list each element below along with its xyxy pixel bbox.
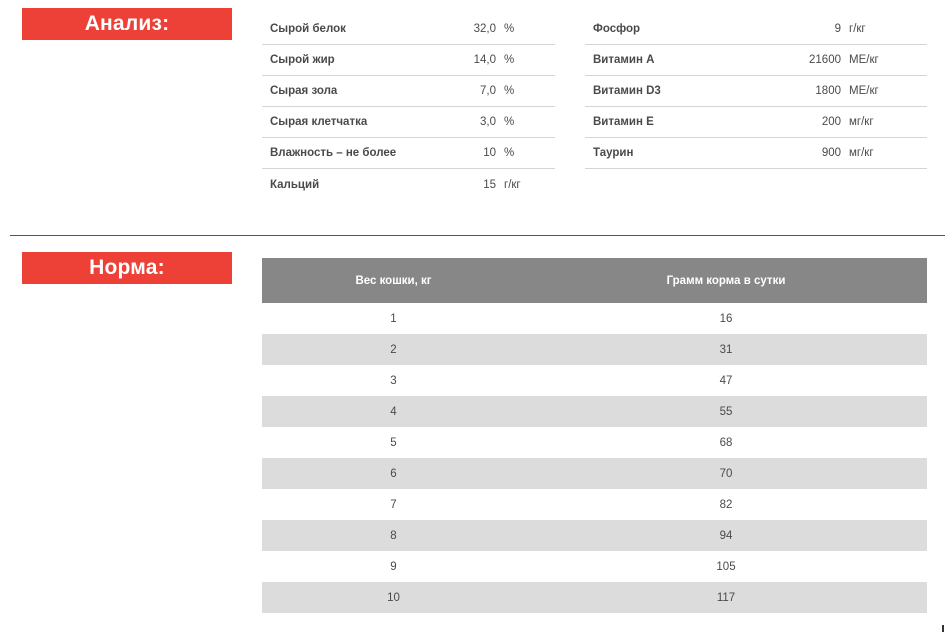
nutrient-name: Витамин А [593, 54, 655, 66]
nutrient-value: 15 [483, 178, 496, 191]
nutrient-unit: % [504, 23, 515, 35]
grams-cell: 68 [719, 436, 733, 449]
table-row [262, 551, 927, 582]
table-row [262, 396, 927, 427]
analysis-list-left [262, 14, 555, 200]
nutrient-unit: г/кг [504, 178, 521, 191]
nutrient-name: Кальций [270, 178, 320, 191]
weight-cell: 1 [390, 312, 397, 325]
nutrient-unit: % [504, 116, 515, 128]
table-row [262, 303, 927, 334]
table-row [262, 458, 927, 489]
nutrient-unit: % [504, 54, 515, 66]
analysis-title: Анализ: [22, 8, 232, 40]
analysis-row [262, 138, 555, 169]
nutrient-unit: мг/кг [849, 147, 874, 159]
section-divider [10, 235, 945, 236]
analysis-row [585, 76, 927, 107]
nutrient-name: Таурин [593, 147, 634, 159]
nutrient-value: 21600 [809, 54, 841, 66]
grams-cell: 55 [719, 405, 733, 418]
nutrient-name: Влажность – не более [270, 147, 397, 159]
nutrient-value: 1800 [815, 85, 841, 97]
grams-cell: 31 [719, 343, 733, 356]
grams-cell: 47 [719, 374, 733, 387]
nutrient-name: Сырая зола [270, 85, 338, 97]
feeding-norm-table [262, 258, 927, 613]
weight-cell: 2 [390, 343, 397, 356]
analysis-row [262, 107, 555, 138]
table-header [262, 258, 927, 303]
nutrient-name: Сырой белок [270, 23, 346, 35]
nutrient-value: 900 [821, 147, 841, 159]
table-row [262, 582, 927, 613]
nutrient-name: Сырой жир [270, 54, 335, 66]
grams-cell: 70 [719, 467, 733, 480]
nutrient-unit: МЕ/кг [849, 54, 879, 66]
grams-cell: 82 [719, 498, 733, 511]
grams-cell: 16 [719, 312, 733, 325]
nutrient-unit: % [504, 147, 515, 159]
table-row [262, 334, 927, 365]
analysis-list-right [585, 14, 927, 169]
column-header-weight: Вес кошки, кг [355, 274, 432, 287]
nutrient-name: Сырая клетчатка [270, 116, 368, 128]
weight-cell: 7 [390, 498, 397, 511]
nutrient-name: Витамин Е [593, 116, 654, 128]
table-row [262, 489, 927, 520]
analysis-row [585, 45, 927, 76]
weight-cell: 4 [390, 405, 397, 418]
weight-cell: 6 [390, 467, 397, 480]
nutrient-name: Фосфор [593, 23, 641, 35]
table-row [262, 520, 927, 551]
analysis-row [262, 45, 555, 76]
norm-title: Норма: [22, 252, 232, 284]
table-row [262, 427, 927, 458]
grams-cell: 105 [716, 560, 736, 573]
nutrient-value: 3,0 [480, 116, 496, 128]
column-header-grams: Грамм корма в сутки [666, 274, 786, 287]
weight-cell: 8 [390, 529, 397, 542]
analysis-row [262, 76, 555, 107]
weight-cell: 5 [390, 436, 397, 449]
weight-cell: 10 [387, 591, 400, 604]
nutrient-value: 32,0 [473, 23, 496, 35]
weight-cell: 9 [390, 560, 397, 573]
nutrient-unit: г/кг [849, 23, 866, 35]
grams-cell: 94 [719, 529, 733, 542]
nutrient-value: 200 [821, 116, 841, 128]
nutrient-value: 10 [483, 147, 496, 159]
edge-mark [942, 625, 944, 632]
nutrient-value: 9 [834, 23, 841, 35]
nutrient-name: Витамин D3 [593, 85, 661, 97]
grams-cell: 117 [716, 591, 736, 604]
nutrient-unit: МЕ/кг [849, 85, 879, 97]
nutrient-value: 7,0 [480, 85, 496, 97]
analysis-row [262, 14, 555, 45]
weight-cell: 3 [390, 374, 397, 387]
nutrient-unit: мг/кг [849, 116, 874, 128]
nutrient-unit: % [504, 85, 515, 97]
analysis-row [262, 169, 555, 200]
analysis-row [585, 14, 927, 45]
nutrient-value: 14,0 [473, 54, 496, 66]
analysis-row [585, 138, 927, 169]
table-row [262, 365, 927, 396]
analysis-row [585, 107, 927, 138]
